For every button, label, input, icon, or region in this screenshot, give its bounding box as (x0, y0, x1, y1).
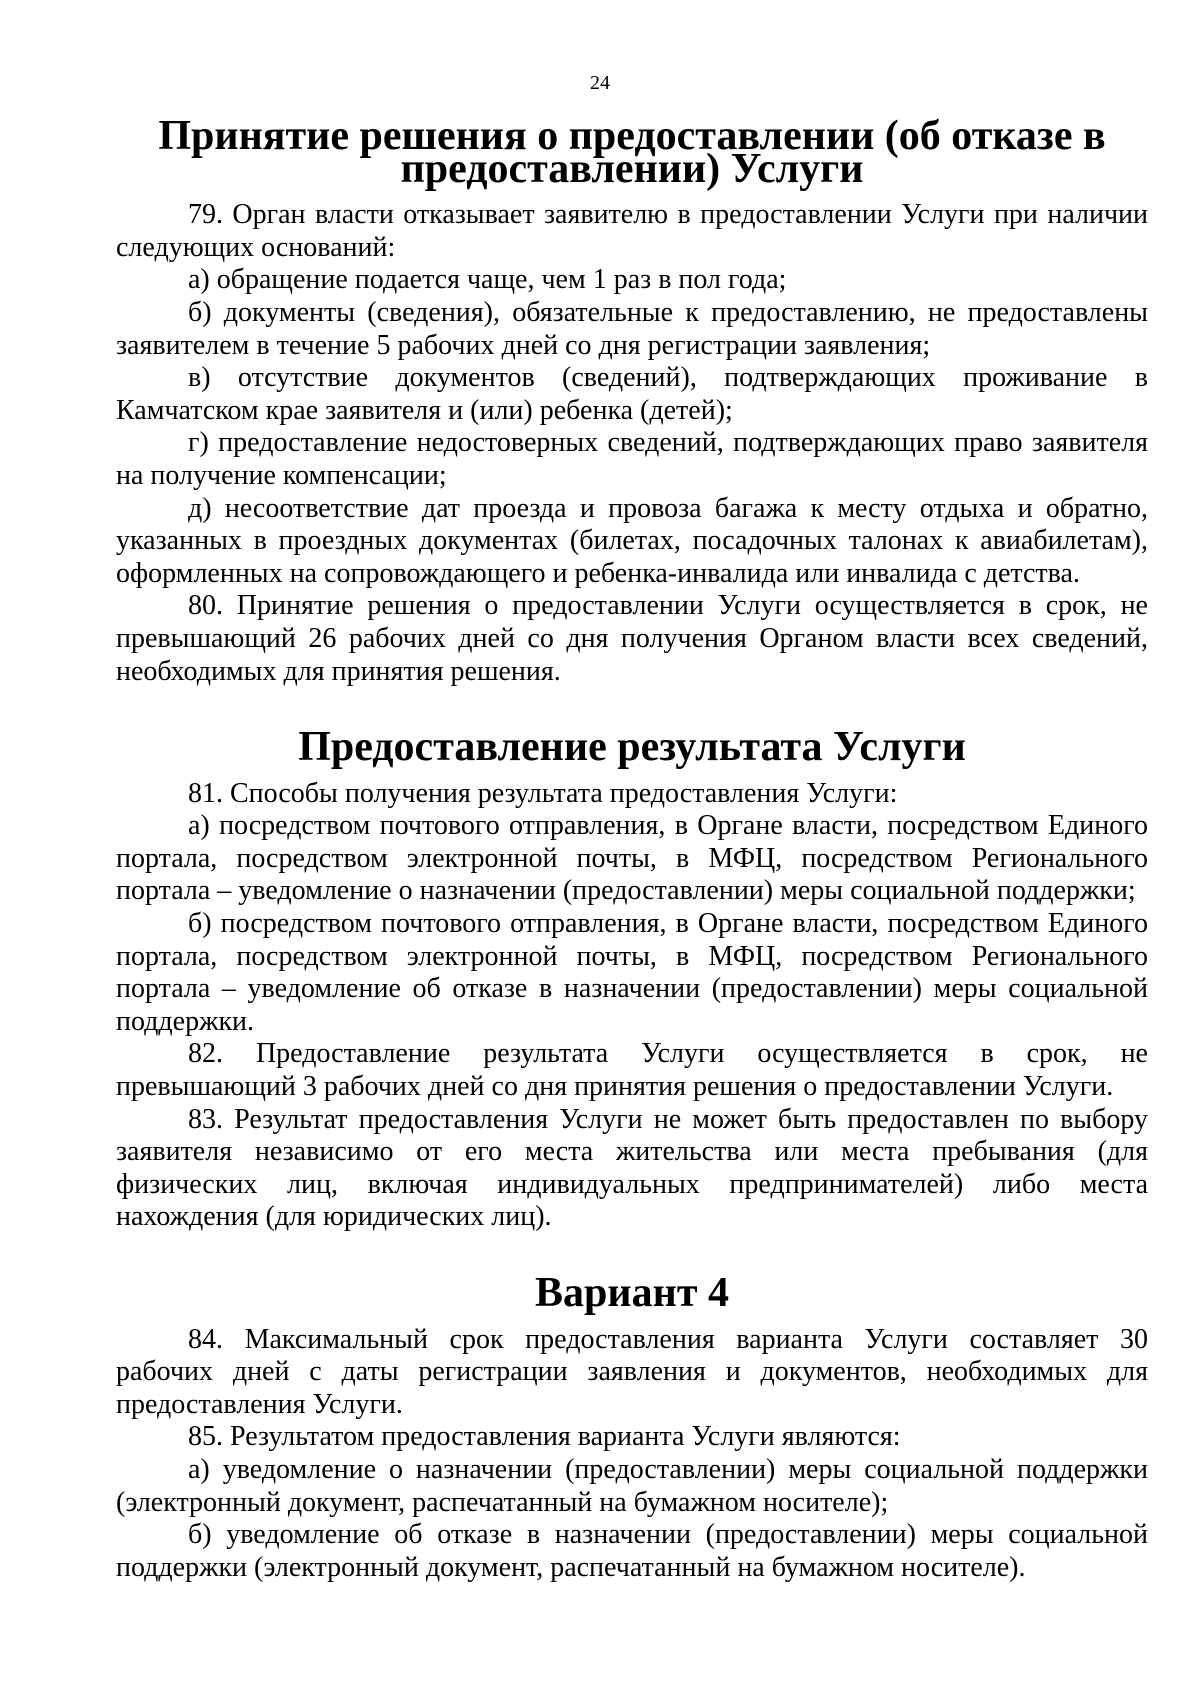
paragraph: 81. Способы получения результата предоставления Услуги: (188, 777, 898, 809)
paragraph: б) уведомление об отказе в назначении (предоставлении) меры социальной поддержки (электронный документ, распечатанный на бумажном носителе). (116, 1519, 1148, 1583)
paragraph: г) предоставление недостоверных сведений, подтверждающих право заявителя на получение компенсации; (116, 427, 1148, 491)
section-heading: Принятие решения о предоставлении (об отказе в предоставлении) Услуги (158, 113, 1106, 192)
section-heading: Вариант 4 (535, 1270, 729, 1316)
paragraph: а) уведомление о назначении (предоставлении) меры социальной поддержки (электронный документ, распечатанный на бумажном носителе); (116, 1453, 1148, 1518)
paragraph: б) посредством почтового отправления, в Органе власти, посредством Единого портала, посредством электронной почты, в МФЦ, посредством Регионального портала – уведомление об отказе в назначении (предоставлении) меры социальной поддержки. (116, 908, 1148, 1037)
paragraph: 83. Результат предоставления Услуги не может быть предоставлен по выбору заявителя независимо от его места жительства или места пребывания (для физических лиц, включая индивидуальных предпринимателей) либо места нахождения (для юридических лиц). (116, 1103, 1148, 1233)
paragraph: д) несоответствие дат проезда и провоза багажа к месту отдыха и обратно, указанных в проездных документах (билетах, посадочных талонах к авиабилетам), оформленных на сопровождающего и ребенка-инвалида или инвалида с детства. (116, 492, 1148, 589)
paragraph: 84. Максимальный срок предоставления варианта Услуги составляет 30 рабочих дней с даты регистрации заявления и документов, необходимых для предоставления Услуги. (116, 1323, 1148, 1420)
paragraph: 85. Результатом предоставления варианта Услуги являются: (188, 1421, 901, 1453)
paragraph: 82. Предоставление результата Услуги осуществляется в срок, не превышающий 3 рабочих дней со дня принятия решения о предоставлении Услуги. (116, 1038, 1148, 1103)
paragraph: а) посредством почтового отправления, в Органе власти, посредством Единого портала, посредством электронной почты, в МФЦ, посредством Регионального портала – уведомление о назначении (предоставлении) меры социальной поддержки; (116, 810, 1148, 907)
page-number: 24 (590, 72, 610, 94)
paragraph: 80. Принятие решения о предоставлении Услуги осуществляется в срок, не превышающий 26 рабочих дней со дня получения Органом власти всех сведений, необходимых для принятия решения. (116, 590, 1148, 687)
paragraph: а) обращение подается чаще, чем 1 раз в пол года; (188, 264, 787, 296)
paragraph: в) отсутствие документов (сведений), подтверждающих проживание в Камчатском крае заявителя и (или) ребенка (детей); (116, 362, 1148, 426)
paragraph: 79. Орган власти отказывает заявителю в предоставлении Услуги при наличии следующих оснований: (116, 199, 1148, 263)
section-heading: Предоставление результата Услуги (298, 724, 966, 771)
paragraph: б) документы (сведения), обязательные к предоставлению, не предоставлены заявителем в течение 5 рабочих дней со дня регистрации заявления; (116, 296, 1148, 361)
document-body (116, 113, 1148, 1584)
